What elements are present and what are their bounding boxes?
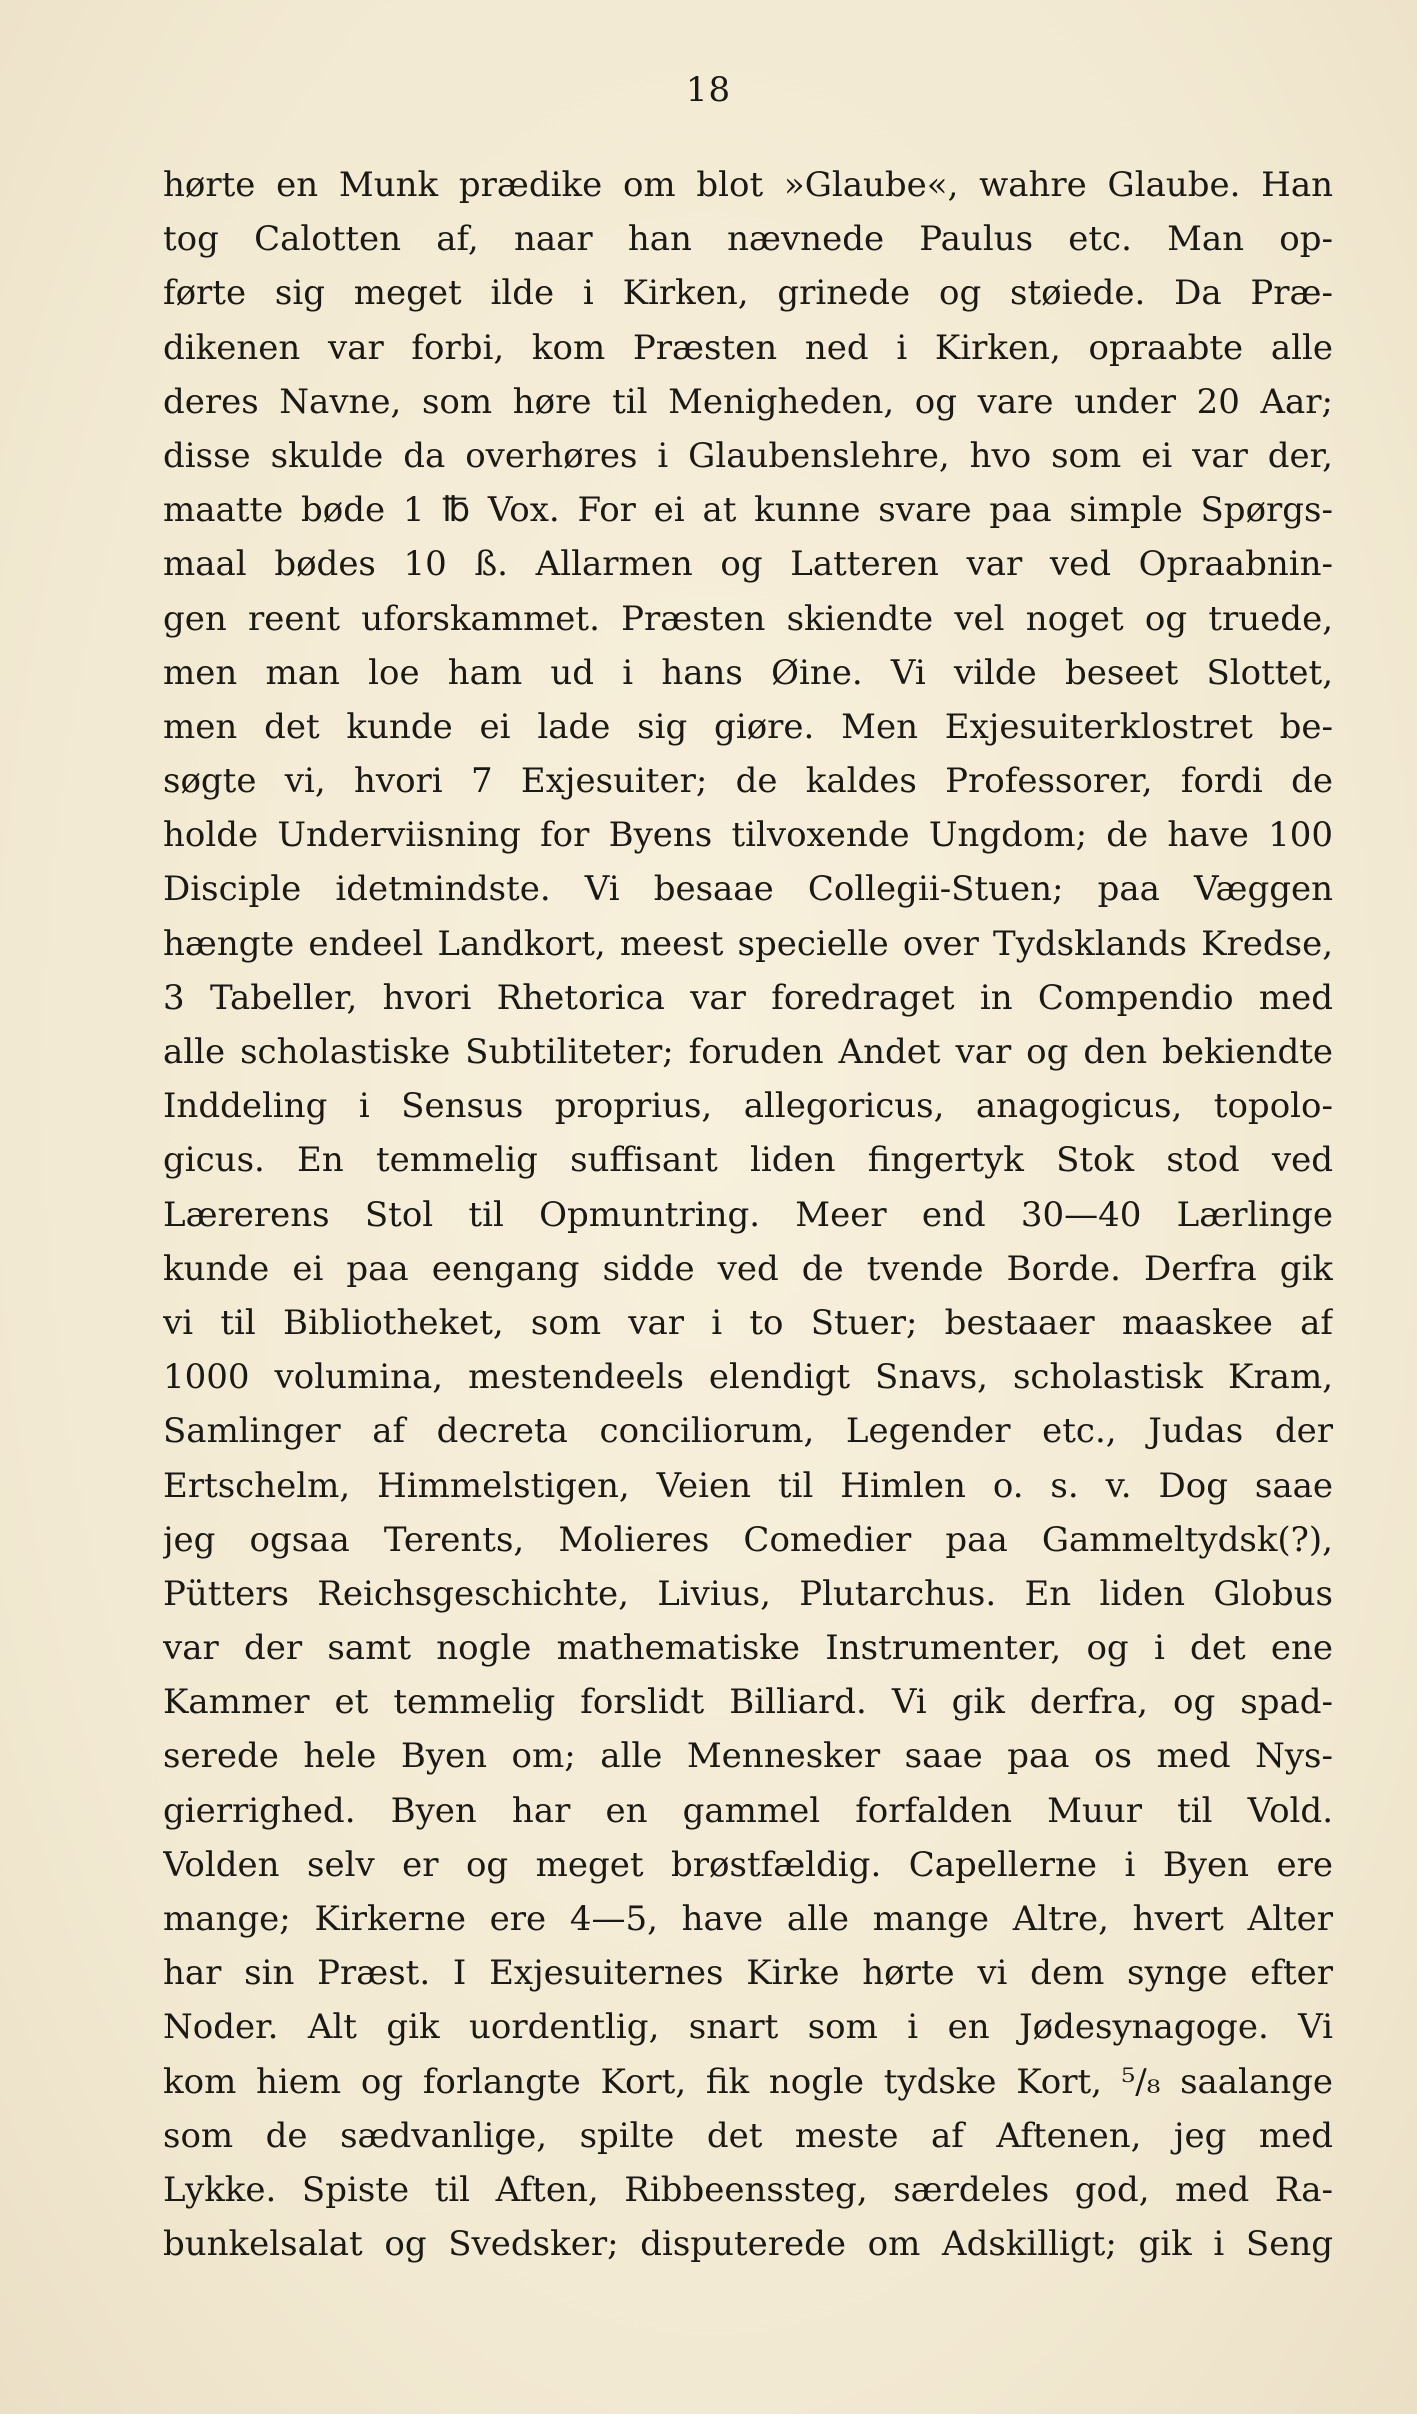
text-line: men man loe ham ud i hans Øine. Vi vilde beseet Slottet, [163, 652, 1333, 693]
text-line: Lærerens Stol til Opmuntring. Meer end 30—40 Lærlinge [163, 1194, 1333, 1235]
text-line: kom hiem og forlangte Kort, fik nogle tydske Kort, ⁵/₈ saalange [163, 2061, 1333, 2102]
text-line: jeg ogsaa Terents, Molieres Comedier paa Gammeltydsk(?), [163, 1519, 1333, 1560]
text-line: hængte endeel Landkort, meest specielle over Tydsklands Kredse, [163, 923, 1333, 964]
text-line: maal bødes 10 ß. Allarmen og Latteren var ved Opraabnin- [163, 544, 1333, 585]
text-line: alle scholastiske Subtiliteter; foruden Andet var og den bekiendte [163, 1032, 1333, 1072]
text-line: maatte bøde 1 ℔ Vox. For ei at kunne svare paa simple Spørgs- [163, 490, 1333, 531]
text-line: gicus. En temmelig suffisant liden fingertyk Stok stod ved [163, 1140, 1333, 1181]
text-line: Ertschelm, Himmelstigen, Veien til Himlen o. s. v. Dog saae [163, 1465, 1333, 1506]
text-line: som de sædvanlige, spilte det meste af Aftenen, jeg med [163, 2115, 1333, 2156]
text-line: var der samt nogle mathematiske Instrumenter, og i det ene [163, 1628, 1333, 1669]
page-number: 18 [685, 70, 732, 110]
text-line: holde Underviisning for Byens tilvoxende Ungdom; de have 100 [163, 815, 1333, 856]
text-line: førte sig meget ilde i Kirken, grinede og støiede. Da Præ- [163, 273, 1333, 314]
text-line: kunde ei paa eengang sidde ved de tvende Borde. Derfra gik [163, 1248, 1333, 1289]
text-line: deres Navne, som høre til Menigheden, og vare under 20 Aar; [163, 381, 1333, 422]
text-line: tog Calotten af, naar han nævnede Paulus etc. Man op- [163, 219, 1333, 260]
text-line: Disciple idetmindste. Vi besaae Collegii-Stuen; paa Væggen [163, 869, 1333, 910]
text-line: disse skulde da overhøres i Glaubenslehre, hvo som ei var der, [163, 435, 1333, 476]
text-line: Kammer et temmelig forslidt Billiard. Vi gik derfra, og spad- [163, 1682, 1333, 1723]
text-line: Volden selv er og meget brøstfældig. Capellerne i Byen ere [163, 1844, 1333, 1885]
text-line: Inddeling i Sensus proprius, allegoricus, anagogicus, topolo- [163, 1086, 1333, 1127]
text-line: 3 Tabeller, hvori Rhetorica var foredraget in Compendio med [163, 977, 1333, 1018]
text-line: vi til Bibliotheket, som var i to Stuer; bestaaer maaskee af [163, 1302, 1333, 1343]
body-text [163, 158, 1333, 2271]
text-line: har sin Præst. I Exjesuiternes Kirke hørte vi dem synge efter [163, 1953, 1333, 1994]
text-line: gierrighed. Byen har en gammel forfalden Muur til Vold. [163, 1790, 1333, 1831]
text-line: Samlinger af decreta conciliorum, Legender etc., Judas der [163, 1411, 1333, 1452]
text-line: bunkelsalat og Svedsker; disputerede om Adskilligt; gik i Seng [163, 2224, 1333, 2265]
text-line: men det kunde ei lade sig giøre. Men Exjesuiterklostret be- [163, 706, 1333, 747]
text-line: Noder. Alt gik uordentlig, snart som i en Jødesynagoge. Vi [163, 2007, 1333, 2048]
text-line: søgte vi, hvori 7 Exjesuiter; de kaldes Professorer, fordi de [163, 761, 1333, 802]
text-line: Lykke. Spiste til Aften, Ribbeenssteg, særdeles god, med Ra- [163, 2169, 1333, 2210]
text-line: serede hele Byen om; alle Mennesker saae paa os med Nys- [163, 1736, 1333, 1777]
text-line: gen reent uforskammet. Præsten skiendte vel noget og truede, [163, 598, 1333, 639]
text-line: Pütters Reichsgeschichte, Livius, Plutarchus. En liden Globus [163, 1573, 1333, 1614]
text-line: hørte en Munk prædike om blot »Glaube«, wahre Glaube. Han [163, 165, 1333, 205]
text-line: 1000 volumina, mestendeels elendigt Snavs, scholastisk Kram, [163, 1357, 1333, 1398]
text-line: mange; Kirkerne ere 4—5, have alle mange Altre, hvert Alter [163, 1899, 1333, 1939]
text-line: dikenen var forbi, kom Præsten ned i Kirken, opraabte alle [163, 327, 1333, 368]
